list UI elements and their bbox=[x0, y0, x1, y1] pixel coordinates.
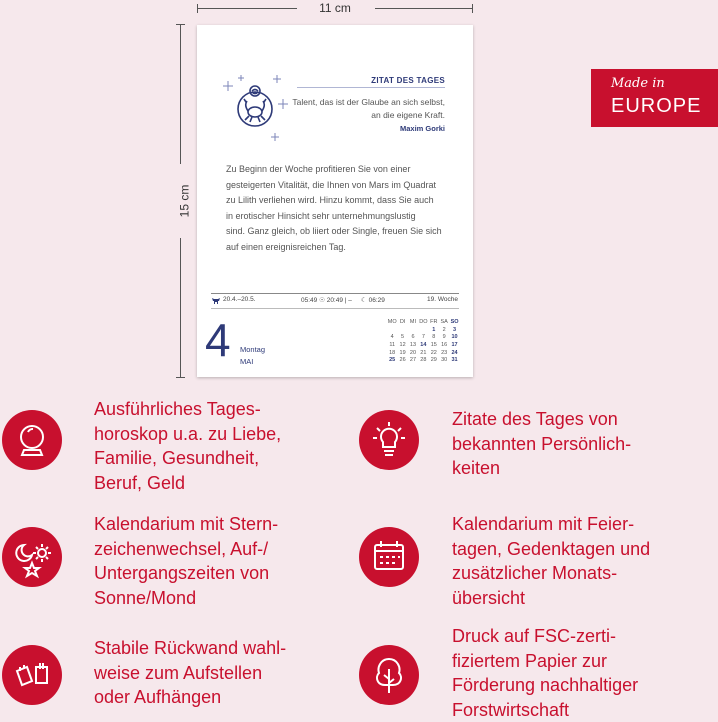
mini-cal-header: SO bbox=[449, 318, 459, 326]
mini-cal-day: 6 bbox=[408, 333, 418, 341]
mini-cal-day bbox=[387, 326, 397, 334]
mini-cal-day: 31 bbox=[449, 356, 459, 364]
mini-cal-day: 24 bbox=[449, 349, 459, 357]
horoscope-line: zu Lilith verliehen wird. Hinzu kommt, dass Sie auch bbox=[226, 193, 451, 209]
width-label: 11 cm bbox=[197, 1, 473, 15]
quote-line: an die eigene Kraft. bbox=[287, 109, 445, 122]
feature-line: übersicht bbox=[452, 586, 650, 611]
mini-cal-day: 23 bbox=[439, 349, 449, 357]
calendar-icon bbox=[359, 527, 419, 587]
mini-cal-day: 20 bbox=[408, 349, 418, 357]
feature-line: Druck auf FSC-zerti- bbox=[452, 624, 638, 649]
feature-line: Zitate des Tages von bbox=[452, 407, 631, 432]
feature-horoscope bbox=[94, 397, 281, 495]
horoscope-line: in erotischer Hinsicht sehr unternehmungslustig bbox=[226, 209, 451, 225]
mini-cal-day: 30 bbox=[439, 356, 449, 364]
mini-cal-day: 9 bbox=[439, 333, 449, 341]
lightbulb-icon bbox=[359, 410, 419, 470]
feature-backboard bbox=[94, 636, 286, 710]
quote-author: Maxim Gorki bbox=[297, 124, 445, 133]
mini-cal-day: 26 bbox=[397, 356, 407, 364]
feature-line: horoskop u.a. zu Liebe, bbox=[94, 422, 281, 447]
horoscope-line: sind. Ganz gleich, ob liiert oder Single, freuen Sie sich bbox=[226, 224, 451, 240]
mini-cal-day bbox=[408, 326, 418, 334]
height-label: 15 cm bbox=[177, 185, 191, 218]
quote-title: ZITAT DES TAGES bbox=[297, 76, 445, 85]
horoscope-line: Zu Beginn der Woche profitieren Sie von einer bbox=[226, 162, 451, 178]
width-dimension bbox=[197, 8, 473, 18]
mini-cal-day: 15 bbox=[429, 341, 439, 349]
mini-cal-header: DI bbox=[397, 318, 407, 326]
mini-cal-day: 14 bbox=[418, 341, 428, 349]
mini-cal-day bbox=[397, 326, 407, 334]
calendar-page bbox=[197, 25, 473, 377]
horoscope-line: gesteigerten Vitalität, die Ihnen von Mars im Quadrat bbox=[226, 178, 451, 194]
mini-cal-day: 10 bbox=[449, 333, 459, 341]
horoscope-text bbox=[226, 162, 451, 255]
mini-cal-day: 8 bbox=[429, 333, 439, 341]
mini-cal-day: 28 bbox=[418, 356, 428, 364]
height-dimension bbox=[180, 24, 190, 378]
feature-quotes bbox=[452, 407, 631, 481]
feature-line: Kalendarium mit Stern- bbox=[94, 512, 278, 537]
mini-cal-day: 17 bbox=[449, 341, 459, 349]
info-top-rule bbox=[211, 293, 459, 294]
info-row bbox=[211, 296, 459, 306]
feature-line: Stabile Rückwand wahl- bbox=[94, 636, 286, 661]
feature-line: bekannten Persönlich- bbox=[452, 432, 631, 457]
mini-cal-day: 19 bbox=[397, 349, 407, 357]
day-number: 4 bbox=[205, 317, 231, 363]
feature-line: keiten bbox=[452, 456, 631, 481]
feature-holidays-calendar bbox=[452, 512, 650, 610]
badge-line2: EUROPE bbox=[611, 95, 701, 118]
feature-line: weise zum Aufstellen bbox=[94, 661, 286, 686]
month: MAI bbox=[240, 357, 253, 366]
feature-line: Familie, Gesundheit, bbox=[94, 446, 281, 471]
mini-cal-header: DO bbox=[418, 318, 428, 326]
feature-fsc-paper bbox=[452, 624, 638, 722]
mini-cal-day: 16 bbox=[439, 341, 449, 349]
mini-cal-day: 29 bbox=[429, 356, 439, 364]
quote-line: Talent, das ist der Glaube an sich selbst, bbox=[287, 96, 445, 109]
moon-time: ☾ 06:29 bbox=[361, 296, 385, 304]
mini-cal-day: 27 bbox=[408, 356, 418, 364]
feature-line: oder Aufhängen bbox=[94, 685, 286, 710]
mini-cal-header: MO bbox=[387, 318, 397, 326]
mini-cal-header: MI bbox=[408, 318, 418, 326]
feature-line: zeichenwechsel, Auf-/ bbox=[94, 537, 278, 562]
feature-line: Kalendarium mit Feier- bbox=[452, 512, 650, 537]
info-bottom-rule bbox=[211, 308, 459, 309]
feature-line: Förderung nachhaltiger bbox=[452, 673, 638, 698]
made-in-europe-badge bbox=[591, 69, 718, 127]
mini-cal-day: 13 bbox=[408, 341, 418, 349]
feature-line: Forstwirtschaft bbox=[452, 698, 638, 722]
sun-times: 05:49 ☉ 20:49 | – bbox=[301, 296, 352, 304]
feature-line: zusätzlicher Monats- bbox=[452, 561, 650, 586]
mini-cal-day: 1 bbox=[429, 326, 439, 334]
mini-cal-day: 7 bbox=[418, 333, 428, 341]
quote-divider bbox=[297, 87, 445, 88]
hanging-calendar-icon bbox=[2, 645, 62, 705]
crystal-ball-icon bbox=[2, 410, 62, 470]
feature-line: Beruf, Geld bbox=[94, 471, 281, 496]
bull-icon bbox=[211, 296, 221, 306]
feature-line: tagen, Gedenktagen und bbox=[452, 537, 650, 562]
feature-zodiac-calendar bbox=[94, 512, 278, 610]
feature-line: fiziertem Papier zur bbox=[452, 649, 638, 674]
feature-line: Sonne/Mond bbox=[94, 586, 278, 611]
weekday: Montag bbox=[240, 345, 265, 354]
mini-cal-day: 3 bbox=[449, 326, 459, 334]
mini-cal-day: 2 bbox=[439, 326, 449, 334]
mini-cal-day: 11 bbox=[387, 341, 397, 349]
badge-line1: Made in bbox=[611, 76, 665, 91]
feature-line: Untergangszeiten von bbox=[94, 561, 278, 586]
mini-cal-day: 5 bbox=[397, 333, 407, 341]
horoscope-line: auf einen ereignisreichen Tag. bbox=[226, 240, 451, 256]
feature-line: Ausführliches Tages- bbox=[94, 397, 281, 422]
mini-cal-header: SA bbox=[439, 318, 449, 326]
mini-cal-day: 22 bbox=[429, 349, 439, 357]
mini-cal-day: 12 bbox=[397, 341, 407, 349]
mini-calendar bbox=[387, 318, 460, 364]
moon-sun-star-icon bbox=[2, 527, 62, 587]
crab-zodiac-icon bbox=[219, 69, 291, 141]
mini-cal-header: FR bbox=[429, 318, 439, 326]
mini-cal-day: 18 bbox=[387, 349, 397, 357]
quote-text bbox=[287, 96, 445, 122]
mini-cal-day: 21 bbox=[418, 349, 428, 357]
mini-cal-day bbox=[418, 326, 428, 334]
zodiac-range: 20.4.–20.5. bbox=[223, 296, 256, 303]
mini-cal-day: 4 bbox=[387, 333, 397, 341]
tree-icon bbox=[359, 645, 419, 705]
week-number: 19. Woche bbox=[427, 296, 458, 303]
mini-cal-day: 25 bbox=[387, 356, 397, 364]
